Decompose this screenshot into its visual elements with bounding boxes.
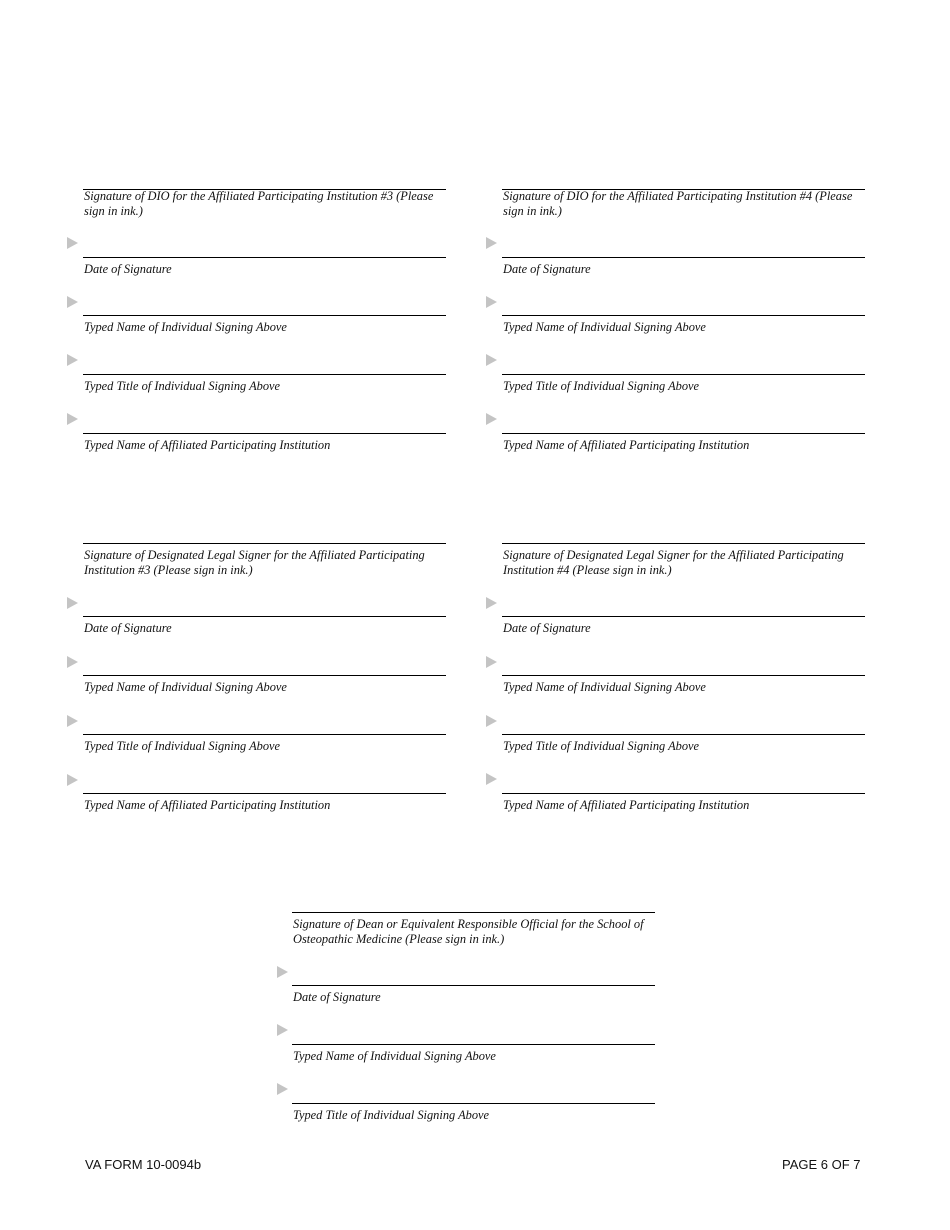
institution-name-label: Typed Name of Affiliated Participating Institution <box>503 798 750 812</box>
typed-title-label: Typed Title of Individual Signing Above <box>503 379 700 393</box>
sign-here-arrow-icon <box>67 774 78 786</box>
date-label: Date of Signature <box>84 621 172 635</box>
typed-name-label: Typed Name of Individual Signing Above <box>84 680 287 694</box>
sign-here-arrow-icon <box>486 715 497 727</box>
typed-title-line[interactable] <box>292 1103 655 1104</box>
date-line[interactable] <box>502 616 865 617</box>
page-number: PAGE 6 OF 7 <box>782 1157 861 1172</box>
sign-here-arrow-icon <box>486 773 497 785</box>
signature-label: Signature of Designated Legal Signer for the Affiliated Participating Institution #3 (Please sign in ink.) <box>84 548 425 577</box>
institution-name-label: Typed Name of Affiliated Participating Institution <box>84 438 331 452</box>
typed-name-label: Typed Name of Individual Signing Above <box>503 680 706 694</box>
typed-title-line[interactable] <box>83 734 446 735</box>
typed-name-line[interactable] <box>502 675 865 676</box>
signature-label: Signature of Dean or Equivalent Responsible Official for the School of Osteopathic Medicine (Please sign in ink.) <box>293 917 644 946</box>
typed-name-line[interactable] <box>83 675 446 676</box>
sign-here-arrow-icon <box>277 1083 288 1095</box>
date-label: Date of Signature <box>503 621 591 635</box>
signature-label: Signature of DIO for the Affiliated Participating Institution #4 (Please sign in ink.) <box>503 189 853 218</box>
date-label: Date of Signature <box>503 262 591 276</box>
sign-here-arrow-icon <box>277 1024 288 1036</box>
signature-label: Signature of DIO for the Affiliated Participating Institution #3 (Please sign in ink.) <box>84 189 434 218</box>
sign-here-arrow-icon <box>67 237 78 249</box>
signature-line <box>83 543 446 544</box>
sign-here-arrow-icon <box>486 656 497 668</box>
typed-name-line[interactable] <box>292 1044 655 1045</box>
typed-title-line[interactable] <box>502 374 865 375</box>
signature-line <box>292 912 655 913</box>
signature-label: Signature of Designated Legal Signer for the Affiliated Participating Institution #4 (Please sign in ink.) <box>503 548 844 577</box>
date-label: Date of Signature <box>84 262 172 276</box>
sign-here-arrow-icon <box>486 237 497 249</box>
form-id: VA FORM 10-0094b <box>85 1157 202 1172</box>
typed-title-label: Typed Title of Individual Signing Above <box>84 379 281 393</box>
signature-line <box>502 543 865 544</box>
date-line[interactable] <box>292 985 655 986</box>
sign-here-arrow-icon <box>67 354 78 366</box>
sign-here-arrow-icon <box>67 715 78 727</box>
typed-name-label: Typed Name of Individual Signing Above <box>84 320 287 334</box>
institution-name-line[interactable] <box>502 433 865 434</box>
sign-here-arrow-icon <box>277 966 288 978</box>
typed-name-label: Typed Name of Individual Signing Above <box>503 320 706 334</box>
sign-here-arrow-icon <box>486 354 497 366</box>
sign-here-arrow-icon <box>67 413 78 425</box>
date-line[interactable] <box>83 616 446 617</box>
date-line[interactable] <box>502 257 865 258</box>
sign-here-arrow-icon <box>67 597 78 609</box>
typed-title-line[interactable] <box>502 734 865 735</box>
typed-title-label: Typed Title of Individual Signing Above <box>84 739 281 753</box>
typed-name-line[interactable] <box>502 315 865 316</box>
typed-title-label: Typed Title of Individual Signing Above <box>503 739 700 753</box>
institution-name-label: Typed Name of Affiliated Participating Institution <box>503 438 750 452</box>
sign-here-arrow-icon <box>486 597 497 609</box>
date-label: Date of Signature <box>293 990 381 1004</box>
typed-name-label: Typed Name of Individual Signing Above <box>293 1049 496 1063</box>
date-line[interactable] <box>83 257 446 258</box>
institution-name-label: Typed Name of Affiliated Participating Institution <box>84 798 331 812</box>
typed-name-line[interactable] <box>83 315 446 316</box>
institution-name-line[interactable] <box>502 793 865 794</box>
sign-here-arrow-icon <box>67 296 78 308</box>
typed-title-label: Typed Title of Individual Signing Above <box>293 1108 490 1122</box>
sign-here-arrow-icon <box>486 296 497 308</box>
sign-here-arrow-icon <box>67 656 78 668</box>
institution-name-line[interactable] <box>83 433 446 434</box>
institution-name-line[interactable] <box>83 793 446 794</box>
sign-here-arrow-icon <box>486 413 497 425</box>
typed-title-line[interactable] <box>83 374 446 375</box>
